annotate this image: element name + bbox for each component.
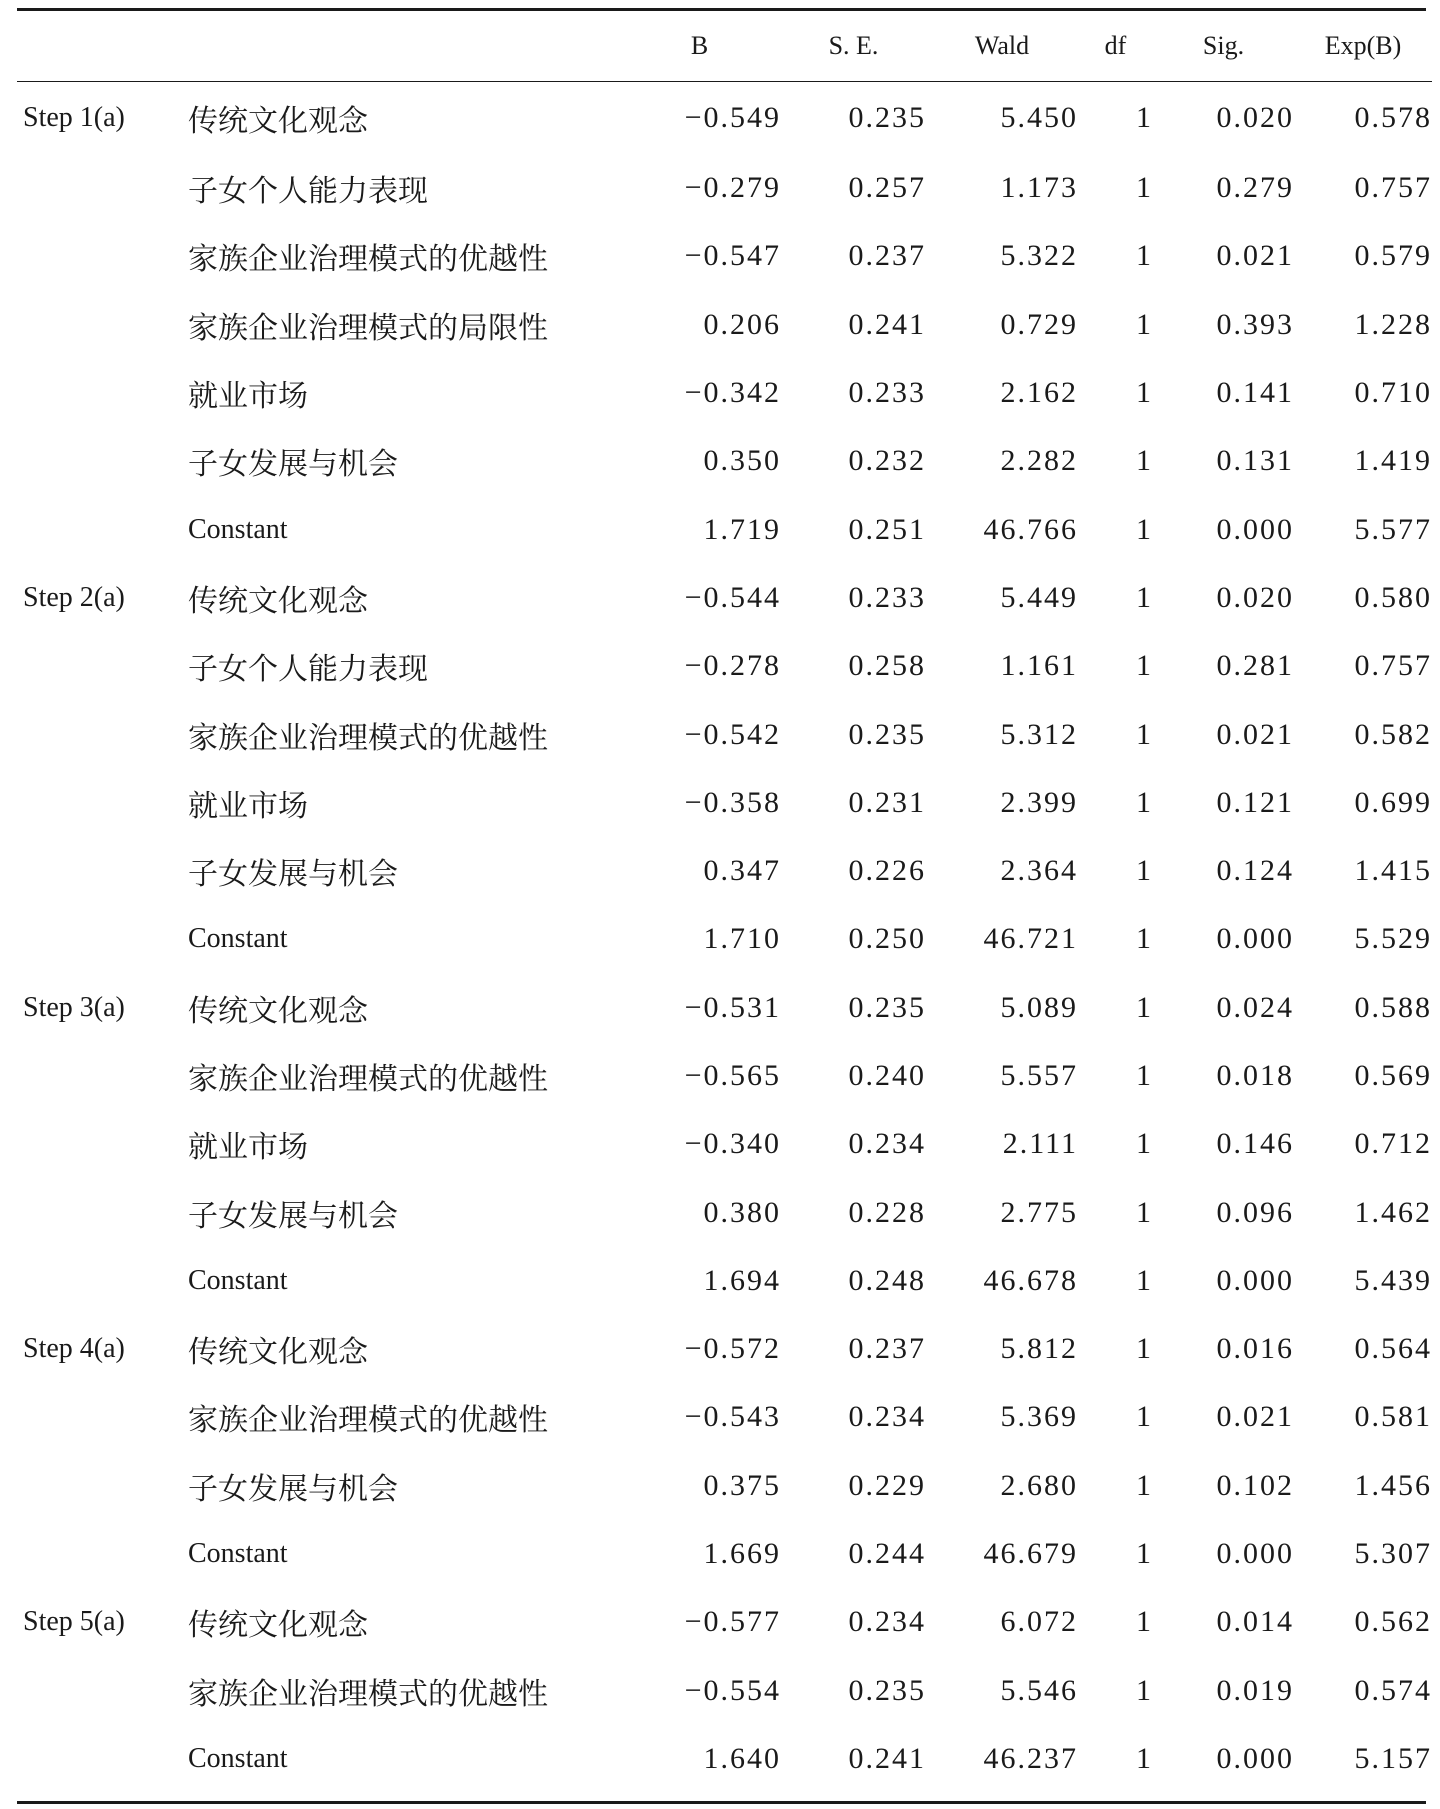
cell-df: 1 [1136,1673,1153,1707]
cell-sig: 0.021 [1216,717,1294,751]
cell-se: 0.248 [848,1263,926,1297]
cell-wald: 5.546 [1000,1673,1078,1707]
cell-sig: 0.000 [1216,1741,1294,1775]
table-row [17,1383,1432,1451]
cell-variable: 子女发展与机会 [188,1471,398,1507]
table-row [17,1315,1432,1383]
cell-exp-b: 0.562 [1354,1605,1432,1639]
cell-variable: 子女个人能力表现 [188,652,428,688]
cell-exp-b: 1.462 [1354,1195,1432,1229]
cell-variable: 家族企业治理模式的优越性 [188,720,548,756]
table-row [17,222,1432,290]
cell-exp-b: 0.699 [1354,785,1432,819]
cell-se: 0.237 [848,239,926,273]
cell-df: 1 [1136,1468,1153,1502]
cell-b: 0.380 [703,1195,781,1229]
cell-wald: 2.111 [1002,1127,1078,1161]
cell-sig: 0.021 [1216,239,1294,273]
cell-exp-b: 5.529 [1354,922,1432,956]
cell-variable: 就业市场 [188,1130,308,1166]
table-row [17,700,1432,768]
cell-se: 0.237 [848,1332,926,1366]
cell-sig: 0.000 [1216,922,1294,956]
cell-step: Step 4(a) [23,1333,125,1365]
cell-df: 1 [1136,239,1153,273]
cell-step [17,495,188,563]
cell-sig: 0.146 [1216,1127,1294,1161]
cell-step [17,154,188,222]
cell-wald: 1.161 [1000,649,1078,683]
cell-wald: 5.812 [1000,1332,1078,1366]
cell-variable: 家族企业治理模式的局限性 [188,310,548,346]
cell-exp-b: 0.588 [1354,990,1432,1024]
cell-sig: 0.279 [1216,171,1294,205]
cell-wald: 2.282 [1000,444,1078,478]
cell-step [17,1383,188,1451]
cell-exp-b: 5.157 [1354,1741,1432,1775]
cell-step [17,632,188,700]
cell-b: −0.278 [684,649,781,683]
cell-se: 0.235 [848,1673,926,1707]
cell-variable: 家族企业治理模式的优越性 [188,1676,548,1712]
cell-df: 1 [1136,171,1153,205]
cell-df: 1 [1136,1605,1153,1639]
cell-df: 1 [1136,990,1153,1024]
cell-b: 1.710 [703,922,781,956]
cell-sig: 0.000 [1216,512,1294,546]
cell-exp-b: 0.564 [1354,1332,1432,1366]
cell-df: 1 [1136,717,1153,751]
table-row [17,1178,1432,1246]
cell-variable: 家族企业治理模式的优越性 [188,1403,548,1439]
cell-exp-b: 0.710 [1354,376,1432,410]
table-row [17,154,1432,222]
cell-wald: 1.173 [1000,171,1078,205]
cell-exp-b: 0.574 [1354,1673,1432,1707]
cell-sig: 0.131 [1216,444,1294,478]
cell-se: 0.234 [848,1400,926,1434]
cell-variable: 传统文化观念 [188,583,368,619]
cell-sig: 0.000 [1216,1537,1294,1571]
cell-variable: 就业市场 [188,788,308,824]
table-row [17,1042,1432,1110]
cell-sig: 0.018 [1216,1059,1294,1092]
header-wald: Wald [926,11,1078,82]
cell-variable: 传统文化观念 [188,993,368,1029]
cell-sig: 0.096 [1216,1195,1294,1229]
cell-b: 0.206 [703,307,781,341]
header-df: df [1078,11,1153,82]
cell-wald: 2.680 [1000,1468,1078,1502]
cell-sig: 0.024 [1216,990,1294,1024]
cell-wald: 46.679 [983,1537,1078,1571]
cell-exp-b: 1.415 [1354,854,1432,888]
cell-sig: 0.020 [1216,101,1294,134]
cell-se: 0.234 [848,1127,926,1161]
cell-sig: 0.393 [1216,307,1294,341]
cell-b: 0.347 [703,854,781,888]
cell-sig: 0.102 [1216,1468,1294,1502]
cell-se: 0.251 [848,512,926,546]
cell-se: 0.257 [848,171,926,205]
cell-df: 1 [1136,1059,1153,1092]
cell-b: −0.358 [684,785,781,819]
cell-wald: 2.364 [1000,854,1078,888]
cell-b: −0.554 [684,1673,781,1707]
cell-sig: 0.124 [1216,854,1294,888]
cell-sig: 0.016 [1216,1332,1294,1366]
cell-sig: 0.121 [1216,785,1294,819]
cell-df: 1 [1136,512,1153,546]
cell-step [17,1657,188,1725]
cell-variable: 就业市场 [188,379,308,415]
cell-step [17,837,188,905]
cell-se: 0.226 [848,854,926,888]
cell-df: 1 [1136,1400,1153,1434]
cell-variable: Constant [188,513,288,545]
cell-b: 1.640 [703,1741,781,1775]
header-sig: Sig. [1153,11,1294,82]
cell-variable: 家族企业治理模式的优越性 [188,1062,548,1097]
cell-exp-b: 0.582 [1354,717,1432,751]
cell-se: 0.244 [848,1537,926,1571]
cell-exp-b: 0.569 [1354,1059,1432,1092]
cell-step: Step 1(a) [23,102,125,133]
cell-step [17,427,188,495]
cell-df: 1 [1136,580,1153,614]
cell-b: −0.542 [684,717,781,751]
cell-step [17,222,188,290]
cell-sig: 0.014 [1216,1605,1294,1639]
cell-df: 1 [1136,649,1153,683]
cell-exp-b: 5.577 [1354,512,1432,546]
cell-se: 0.250 [848,922,926,956]
cell-step [17,1042,188,1110]
cell-variable: 传统文化观念 [188,1608,368,1644]
table-row [17,1247,1432,1315]
cell-step [17,700,188,768]
table-row [17,1452,1432,1520]
table-row [17,1588,1432,1656]
cell-df: 1 [1136,307,1153,341]
cell-variable: Constant [188,1742,288,1774]
cell-b: −0.547 [684,239,781,273]
cell-se: 0.229 [848,1468,926,1502]
cell-se: 0.232 [848,444,926,478]
table-row [17,837,1432,905]
cell-se: 0.240 [848,1059,926,1092]
cell-exp-b: 0.580 [1354,580,1432,614]
cell-wald: 46.721 [983,922,1078,956]
cell-step [17,1452,188,1520]
table-row [17,974,1432,1042]
cell-wald: 5.450 [1000,101,1078,134]
cell-variable: Constant [188,1264,288,1296]
cell-sig: 0.141 [1216,376,1294,410]
cell-exp-b: 1.456 [1354,1468,1432,1502]
cell-df: 1 [1136,785,1153,819]
cell-sig: 0.021 [1216,1400,1294,1434]
cell-step: Step 2(a) [23,581,125,613]
cell-b: −0.531 [684,990,781,1024]
cell-se: 0.234 [848,1605,926,1639]
table-row [17,359,1432,427]
cell-b: −0.549 [684,101,781,134]
cell-exp-b: 0.757 [1354,171,1432,205]
cell-step [17,769,188,837]
cell-step [17,1725,188,1793]
cell-b: −0.577 [684,1605,781,1639]
cell-wald: 0.729 [1000,307,1078,341]
table-row [17,82,1432,155]
cell-step [17,291,188,359]
cell-b: 1.694 [703,1263,781,1297]
cell-variable: 家族企业治理模式的优越性 [188,242,548,278]
cell-wald: 5.312 [1000,717,1078,751]
cell-wald: 5.557 [1000,1059,1078,1092]
cell-exp-b: 0.578 [1354,101,1432,134]
cell-df: 1 [1136,1195,1153,1229]
cell-wald: 2.775 [1000,1195,1078,1229]
cell-exp-b: 5.307 [1354,1537,1432,1571]
table-row [17,495,1432,563]
cell-exp-b: 0.712 [1354,1127,1432,1161]
bottom-rule [17,1801,1426,1804]
cell-df: 1 [1136,1741,1153,1775]
cell-step [17,905,188,973]
cell-b: 1.719 [703,512,781,546]
cell-se: 0.235 [848,101,926,134]
cell-b: 0.375 [703,1468,781,1502]
cell-b: −0.543 [684,1400,781,1434]
cell-b: −0.544 [684,580,781,614]
cell-variable: 传统文化观念 [188,1335,368,1371]
table-body [17,82,1432,1794]
cell-variable: 子女个人能力表现 [188,174,428,210]
table-row [17,1110,1432,1178]
cell-b: −0.572 [684,1332,781,1366]
header-exp-b: Exp(B) [1294,11,1432,82]
cell-df: 1 [1136,1332,1153,1366]
cell-df: 1 [1136,1537,1153,1571]
cell-df: 1 [1136,854,1153,888]
table-row [17,564,1432,632]
coefficients-table [17,11,1432,1793]
cell-df: 1 [1136,444,1153,478]
cell-step [17,1247,188,1315]
cell-b: 1.669 [703,1537,781,1571]
cell-b: −0.340 [684,1127,781,1161]
cell-exp-b: 0.581 [1354,1400,1432,1434]
cell-se: 0.235 [848,990,926,1024]
cell-wald: 2.399 [1000,785,1078,819]
cell-b: 0.350 [703,444,781,478]
cell-step [17,1520,188,1588]
cell-wald: 46.678 [983,1263,1078,1297]
cell-sig: 0.281 [1216,649,1294,683]
cell-exp-b: 5.439 [1354,1263,1432,1297]
table-row [17,427,1432,495]
cell-se: 0.235 [848,717,926,751]
cell-se: 0.231 [848,785,926,819]
cell-step: Step 5(a) [23,1606,125,1638]
cell-b: −0.279 [684,171,781,205]
cell-wald: 46.766 [983,512,1078,546]
cell-sig: 0.000 [1216,1263,1294,1297]
cell-wald: 6.072 [1000,1605,1078,1639]
cell-se: 0.258 [848,649,926,683]
cell-step: Step 3(a) [23,991,125,1023]
cell-wald: 46.237 [983,1741,1078,1775]
cell-df: 1 [1136,922,1153,956]
cell-b: −0.342 [684,376,781,410]
cell-df: 1 [1136,1127,1153,1161]
cell-variable: Constant [188,923,288,955]
regression-table [17,8,1432,1804]
cell-b: −0.565 [684,1059,781,1092]
cell-se: 0.233 [848,376,926,410]
cell-step [17,359,188,427]
cell-step [17,1178,188,1246]
cell-step [17,1110,188,1178]
cell-sig: 0.019 [1216,1673,1294,1707]
cell-exp-b: 0.579 [1354,239,1432,273]
table-row [17,905,1432,973]
cell-wald: 5.449 [1000,580,1078,614]
cell-variable: 子女发展与机会 [188,1198,398,1234]
header-variable [188,11,618,82]
table-row [17,1520,1432,1588]
table-row [17,632,1432,700]
cell-se: 0.241 [848,1741,926,1775]
header-step [17,11,188,82]
header-b: B [618,11,781,82]
cell-variable: Constant [188,1538,288,1570]
cell-wald: 5.089 [1000,990,1078,1024]
cell-se: 0.233 [848,580,926,614]
cell-exp-b: 0.757 [1354,649,1432,683]
cell-variable: 传统文化观念 [188,104,368,139]
table-row [17,769,1432,837]
table-row [17,1657,1432,1725]
cell-variable: 子女发展与机会 [188,447,398,483]
cell-df: 1 [1136,101,1153,134]
cell-df: 1 [1136,376,1153,410]
header-se: S. E. [781,11,926,82]
cell-variable: 子女发展与机会 [188,857,398,893]
cell-exp-b: 1.419 [1354,444,1432,478]
cell-sig: 0.020 [1216,580,1294,614]
cell-wald: 2.162 [1000,376,1078,410]
cell-df: 1 [1136,1263,1153,1297]
cell-wald: 5.369 [1000,1400,1078,1434]
table-row [17,291,1432,359]
header-row [17,11,1432,82]
cell-se: 0.241 [848,307,926,341]
cell-se: 0.228 [848,1195,926,1229]
cell-wald: 5.322 [1000,239,1078,273]
table-row [17,1725,1432,1793]
cell-exp-b: 1.228 [1354,307,1432,341]
